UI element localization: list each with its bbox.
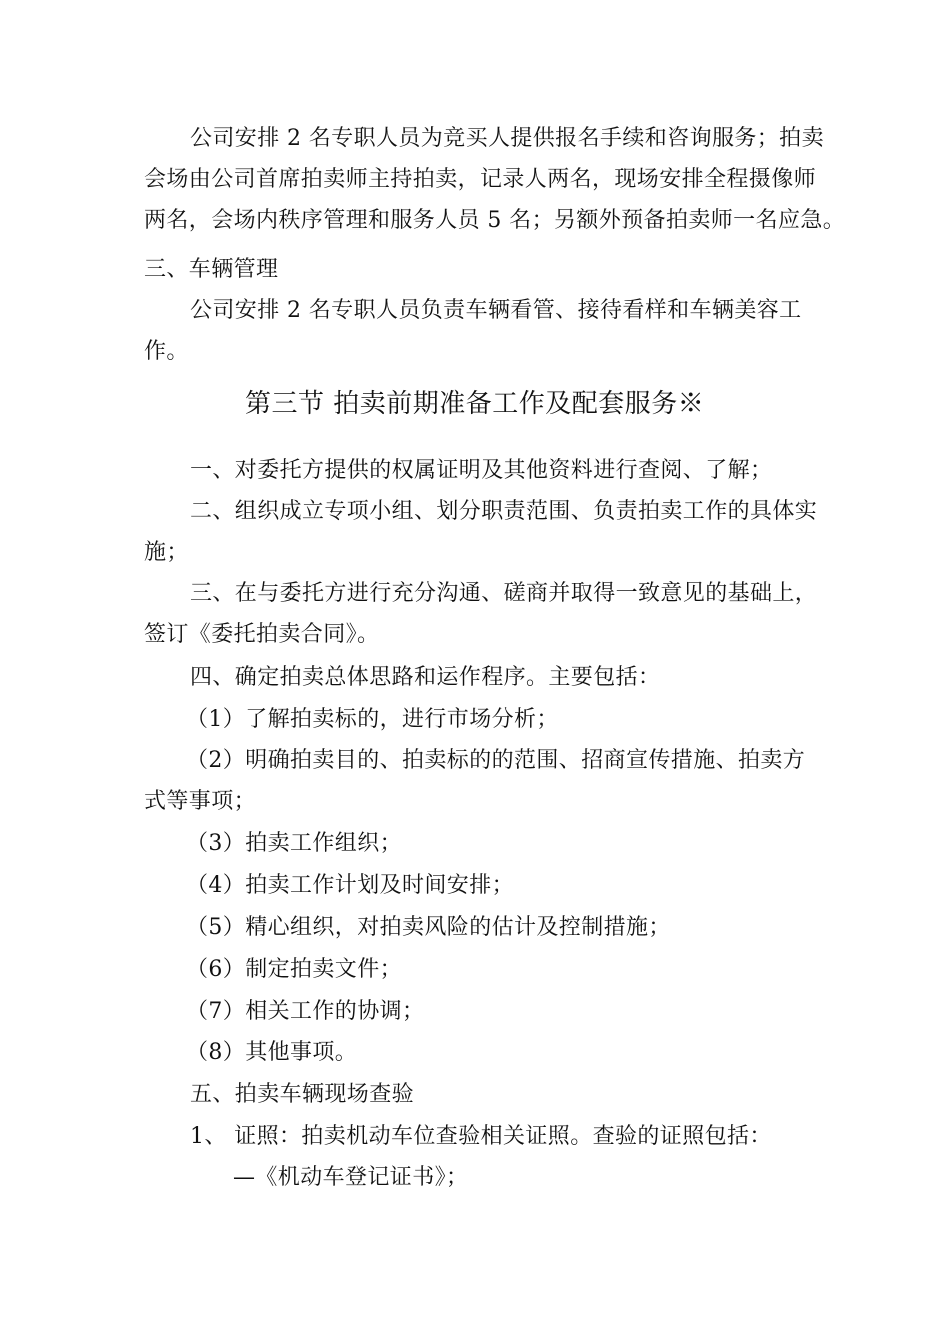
subsection-title: 三、车辆管理 [144,257,279,282]
list-item: 三、在与委托方进行充分沟通、磋商并取得一致意见的基础上， [190,581,818,606]
list-item: 四、确定拍卖总体思路和运作程序。主要包括： [190,665,661,690]
paragraph-line: 两名，会场内秩序管理和服务人员 5 名；另额外预备拍卖师一名应急。 [144,208,846,233]
list-item-continuation: 施； [144,540,189,565]
sub-list-item-continuation: 式等事项； [144,789,257,814]
list-item-continuation: 签订《委托拍卖合同》。 [144,622,380,647]
sub-list-item: （7）相关工作的协调； [186,999,425,1024]
paragraph-line: 公司安排 2 名专职人员负责车辆看管、接待看样和车辆美容工 [190,298,802,323]
sub-list-item: （8）其他事项。 [186,1040,358,1065]
list-item: 五、拍卖车辆现场查验 [190,1082,415,1107]
sub-list-item: （4）拍卖工作计划及时间安排； [186,873,514,898]
sub-list-item: （2）明确拍卖目的、拍卖标的的范围、招商宣传措施、拍卖方 [186,748,806,773]
sub-list-item: （5）精心组织，对拍卖风险的估计及控制措施； [186,915,671,940]
paragraph-line: 公司安排 2 名专职人员为竞买人提供报名手续和咨询服务；拍卖 [190,126,824,151]
certificate-item: —《机动车登记证书》； [233,1165,469,1190]
sub-list-item: （1）了解拍卖标的，进行市场分析； [186,707,559,732]
paragraph-line: 作。 [144,339,189,364]
list-item: 二、组织成立专项小组、划分职责范围、负责拍卖工作的具体实 [190,499,818,524]
list-item: 一、对委托方提供的权属证明及其他资料进行查阅、了解； [190,458,773,483]
paragraph-line: 会场由公司首席拍卖师主持拍卖，记录人两名，现场安排全程摄像师 [144,167,817,192]
sub-list-item: （6）制定拍卖文件； [186,957,402,982]
sub-list-item: （3）拍卖工作组织； [186,831,402,856]
numbered-point: 1、 证照：拍卖机动车位查验相关证照。查验的证照包括： [190,1124,772,1149]
section-heading: 第三节 拍卖前期准备工作及配套服务※ [245,389,705,419]
